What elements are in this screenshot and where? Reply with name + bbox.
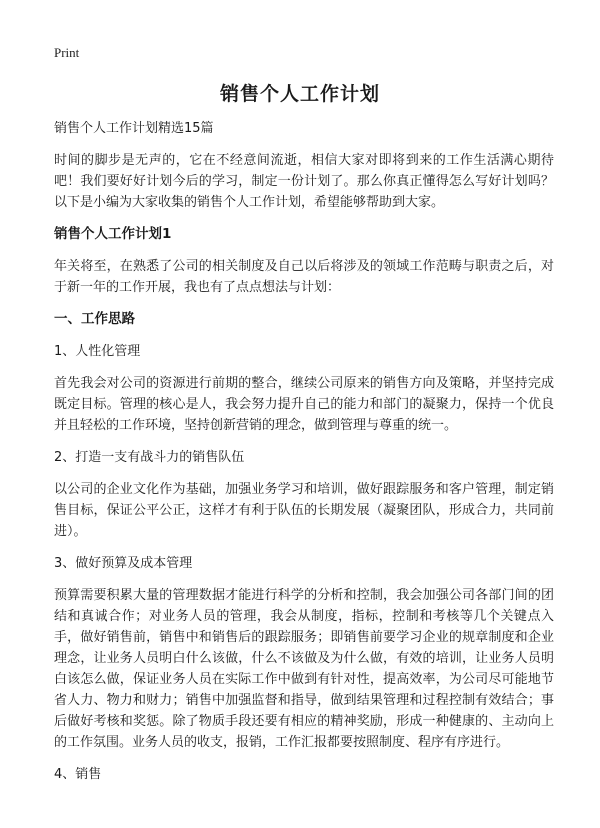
item-paragraph-1: 首先我会对公司的资源进行前期的整合，继续公司原来的销售方向及策略，并坚持完成既定目标。管理的核心是人，我会努力提升自己的能力和部门的凝聚力，保持一个优良并且轻松的工作环境，坚持创新营销的理念，做到管理与尊重的统一。 <box>54 376 554 433</box>
item-heading-1: 1、人性化管理 <box>54 344 141 359</box>
section-intro-paragraph: 年关将至，在熟悉了公司的相关制度及自己以后将涉及的领域工作范畴与职责之后，对于新一年的工作开展，我也有了点点想法与计划： <box>54 259 554 295</box>
item-heading-3: 3、做好预算及成本管理 <box>54 556 193 571</box>
document-body <box>54 118 554 796</box>
item-heading-4: 4、销售 <box>54 767 102 782</box>
part-heading: 一、工作思路 <box>54 311 135 327</box>
item-paragraph-3: 预算需要积累大量的管理数据才能进行科学的分析和控制，我会加强公司各部门间的团结和真诚合作；对业务人员的管理，我会从制度，指标，控制和考核等几个关键点入手，做好销售前，销售中和销售后的跟踪服务；即销售前要学习企业的规章制度和企业理念，让业务人员明白什么该做，什么不该做及为什么做，有效的培训，让业务人员明白该怎么做，保证业务人员在实际工作中做到有针对性，提高效率，为公司尽可能地节省人力、物力和财力；销售中加强监督和指导，做到结果管理和过程控制有效结合；事后做好考核和奖惩。除了物质手段还要有相应的精神奖励，形成一种健康的、主动向上的工作氛围。业务人员的收支，报销，工作汇报都要按照制度、程序有序进行。 <box>54 588 554 750</box>
item-heading-2: 2、打造一支有战斗力的销售队伍 <box>54 450 245 465</box>
document-subtitle: 销售个人工作计划精选15篇 <box>54 121 214 136</box>
print-label: Print <box>54 45 80 60</box>
intro-paragraph: 时间的脚步是无声的，它在不经意间流逝，相信大家对即将到来的工作生活满心期待吧！我们要好好计划今后的学习，制定一份计划了。那么你真正懂得怎么写好计划吗？以下是小编为大家收集的销售个人工作计划，希望能够帮助到大家。 <box>54 153 554 210</box>
document-title: 销售个人工作计划 <box>219 83 380 105</box>
section-heading: 销售个人工作计划1 <box>54 226 172 242</box>
item-paragraph-2: 以公司的企业文化作为基础，加强业务学习和培训，做好跟踪服务和客户管理，制定销售目标，保证公平公正，这样才有利于队伍的长期发展（凝聚团队，形成合力，共同前进）。 <box>54 482 554 539</box>
